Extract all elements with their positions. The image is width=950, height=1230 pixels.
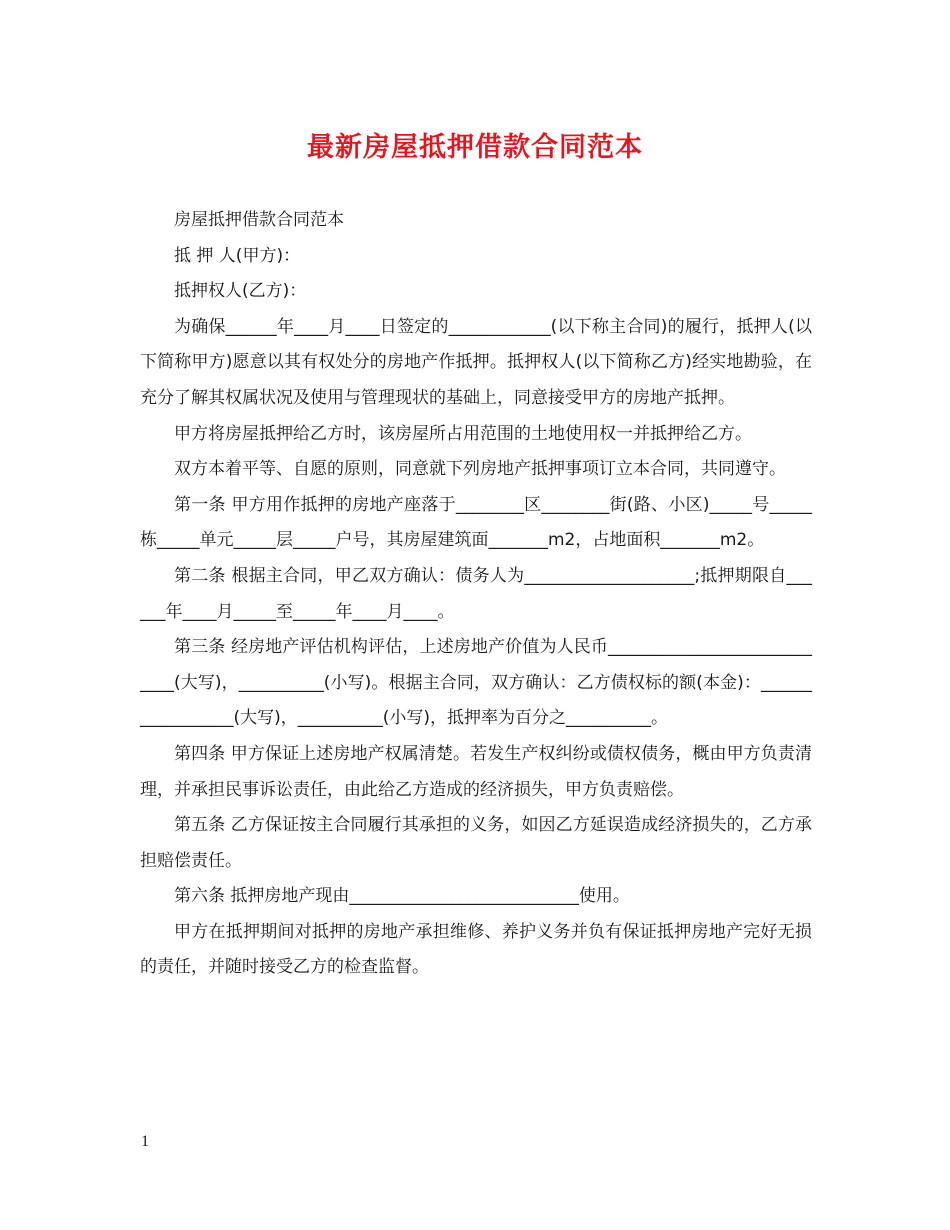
paragraph-article-6: 第六条 抵押房地产现由___________________________使用。 [174,886,630,907]
paragraph-maintenance: 甲方在抵押期间对抵押的房地产承担维修、养护义务并负有保证抵押房地产完好无损的责任，并随时接受乙方的检查监督。 [140,921,812,978]
paragraph-land-use: 甲方将房屋抵押给乙方时，该房屋所占用范围的土地使用权一并抵押给乙方。 [174,423,752,444]
paragraph-article-4: 第四条 甲方保证上述房地产权属清楚。若发生产权纠纷或债权债务，概由甲方负责清理，并承担民事诉讼责任，由此给乙方造成的经济损失，甲方负责赔偿。 [140,743,812,800]
paragraph-article-1: 第一条 甲方用作抵押的房地产座落于________区________街(路、小区)_____号_____栋_____单元_____层_____户号，其房屋建筑面_______m2，占地面积_______m2。 [140,494,812,551]
document-title: 最新房屋抵押借款合同范本 [307,132,643,163]
document-body [140,203,812,986]
page-number: 1 [141,1133,149,1150]
paragraph-article-5: 第五条 乙方保证按主合同履行其承担的义务，如因乙方延误造成经济损失的，乙方承担赔偿责任。 [140,815,812,871]
paragraph-principle: 双方本着平等、自愿的原则，同意就下列房地产抵押事项订立本合同，共同遵守。 [174,459,786,480]
paragraph-article-3: 第三条 经房地产评估机构评估，上述房地产价值为人民币____________________________(大写)，__________(小写)。根据主合同，双方确认：乙方债权标的额(本金)：_________________(大写)，__________(小写)，抵押率为百分之__________。 [140,637,812,729]
paragraph-article-2: 第二条 根据主合同，甲乙双方确认：债务人为____________________;抵押期限自______年____月_____至_____年____月____。 [140,565,812,622]
paragraph-heading: 房屋抵押借款合同范本 [174,210,344,230]
paragraph-preamble: 为确保______年____月____日签定的____________(以下称主合同)的履行，抵押人(以下简称甲方)愿意以其有权处分的房地产作抵押。抵押权人(以下简称乙方)经实地勘验，在充分了解其权属状况及使用与管理现状的基础上，同意接受甲方的房地产抵押。 [140,316,812,408]
paragraph-mortgagor: 抵 押 人(甲方)： [174,245,301,266]
paragraph-mortgagee: 抵押权人(乙方)： [174,281,307,302]
